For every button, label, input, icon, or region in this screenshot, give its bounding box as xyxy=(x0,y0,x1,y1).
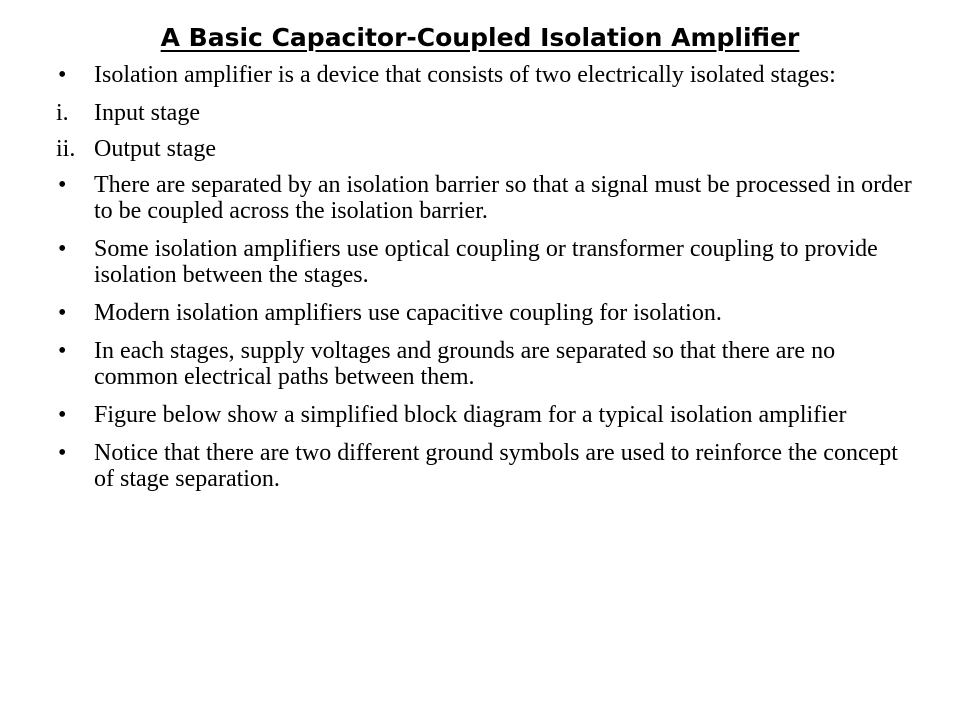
slide-body xyxy=(56,62,920,504)
bullet-text: Modern isolation amplifiers use capacitive coupling for isolation. xyxy=(94,300,722,326)
bullet-item xyxy=(56,236,920,288)
bullet-marker: • xyxy=(58,440,67,466)
bullet-text: Notice that there are two different ground symbols are used to reinforce the concept of stage separation. xyxy=(94,440,898,492)
bullet-marker: • xyxy=(58,62,67,88)
bullet-item xyxy=(56,172,920,224)
bullet-item xyxy=(56,62,920,88)
bullet-item xyxy=(56,402,920,428)
bullet-marker: • xyxy=(58,236,67,262)
numbered-item xyxy=(56,100,920,126)
bullet-item xyxy=(56,440,920,492)
bullet-text: Figure below show a simplified block diagram for a typical isolation amplifier xyxy=(94,402,847,428)
bullet-item xyxy=(56,338,920,390)
bullet-marker: • xyxy=(58,338,67,364)
bullet-text: Isolation amplifier is a device that consists of two electrically isolated stages: xyxy=(94,62,836,88)
bullet-text: There are separated by an isolation barrier so that a signal must be processed in order to be coupled across the isolation barrier. xyxy=(94,172,912,224)
bullet-marker: • xyxy=(58,172,67,198)
bullet-text: In each stages, supply voltages and grounds are separated so that there are no common electrical paths between them. xyxy=(94,338,836,390)
bullet-marker: • xyxy=(58,300,67,326)
bullet-text: Some isolation amplifiers use optical coupling or transformer coupling to provide isolation between the stages. xyxy=(94,236,878,288)
bullet-marker: • xyxy=(58,402,67,428)
roman-numeral-marker: ii. xyxy=(56,136,76,162)
numbered-text: Output stage xyxy=(94,136,216,162)
slide-title: A Basic Capacitor-Coupled Isolation Amplifier xyxy=(160,23,800,52)
numbered-text: Input stage xyxy=(94,100,200,126)
numbered-item xyxy=(56,136,920,162)
bullet-item xyxy=(56,300,920,326)
roman-numeral-marker: i. xyxy=(56,100,69,126)
